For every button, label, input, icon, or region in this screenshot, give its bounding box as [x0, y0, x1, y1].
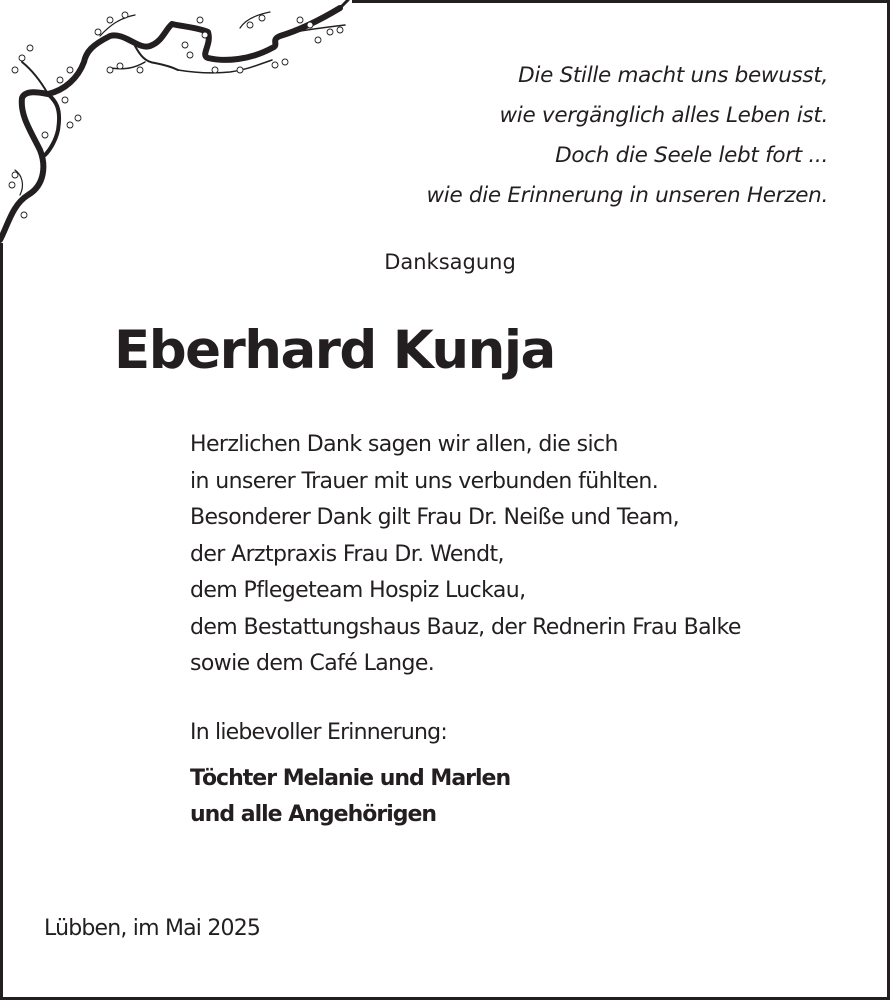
- message-line: in unserer Trauer mit uns verbunden fühlten.: [190, 468, 659, 494]
- signer-line: und alle Angehörigen: [190, 802, 437, 827]
- message-line: Besonderer Dank gilt Frau Dr. Neiße und Team,: [190, 505, 679, 530]
- message-line: der Arztpraxis Frau Dr. Wendt,: [190, 541, 504, 567]
- message-line: dem Pflegeteam Hospiz Luckau,: [190, 578, 526, 603]
- deceased-name: Eberhard Kunja: [114, 320, 555, 381]
- place-date: Lübben, im Mai 2025: [44, 916, 261, 941]
- poem-line: Die Stille macht uns bewusst,: [518, 63, 828, 88]
- cherry-blossom-branch-icon: [0, 0, 350, 245]
- poem-line: wie die Erinnerung in unseren Herzen.: [426, 183, 828, 208]
- notice-heading: Danksagung: [384, 250, 516, 274]
- signers: [190, 761, 510, 833]
- frame-border-left: [0, 243, 3, 1000]
- memory-label: In liebevoller Erinnerung:: [190, 720, 447, 745]
- message-line: sowie dem Café Lange.: [190, 651, 435, 676]
- signer-line: Töchter Melanie und Marlen: [190, 766, 511, 791]
- message-line: dem Bestattungshaus Bauz, der Rednerin Frau Balke: [190, 614, 741, 640]
- message-line: Herzlichen Dank sagen wir allen, die sich: [190, 432, 618, 457]
- poem-line: Doch die Seele lebt fort ...: [555, 143, 828, 168]
- poem-verse: [426, 56, 828, 216]
- poem-line: wie vergänglich alles Leben ist.: [499, 103, 828, 128]
- thanks-message: [190, 427, 741, 683]
- frame-border-top: [352, 0, 890, 3]
